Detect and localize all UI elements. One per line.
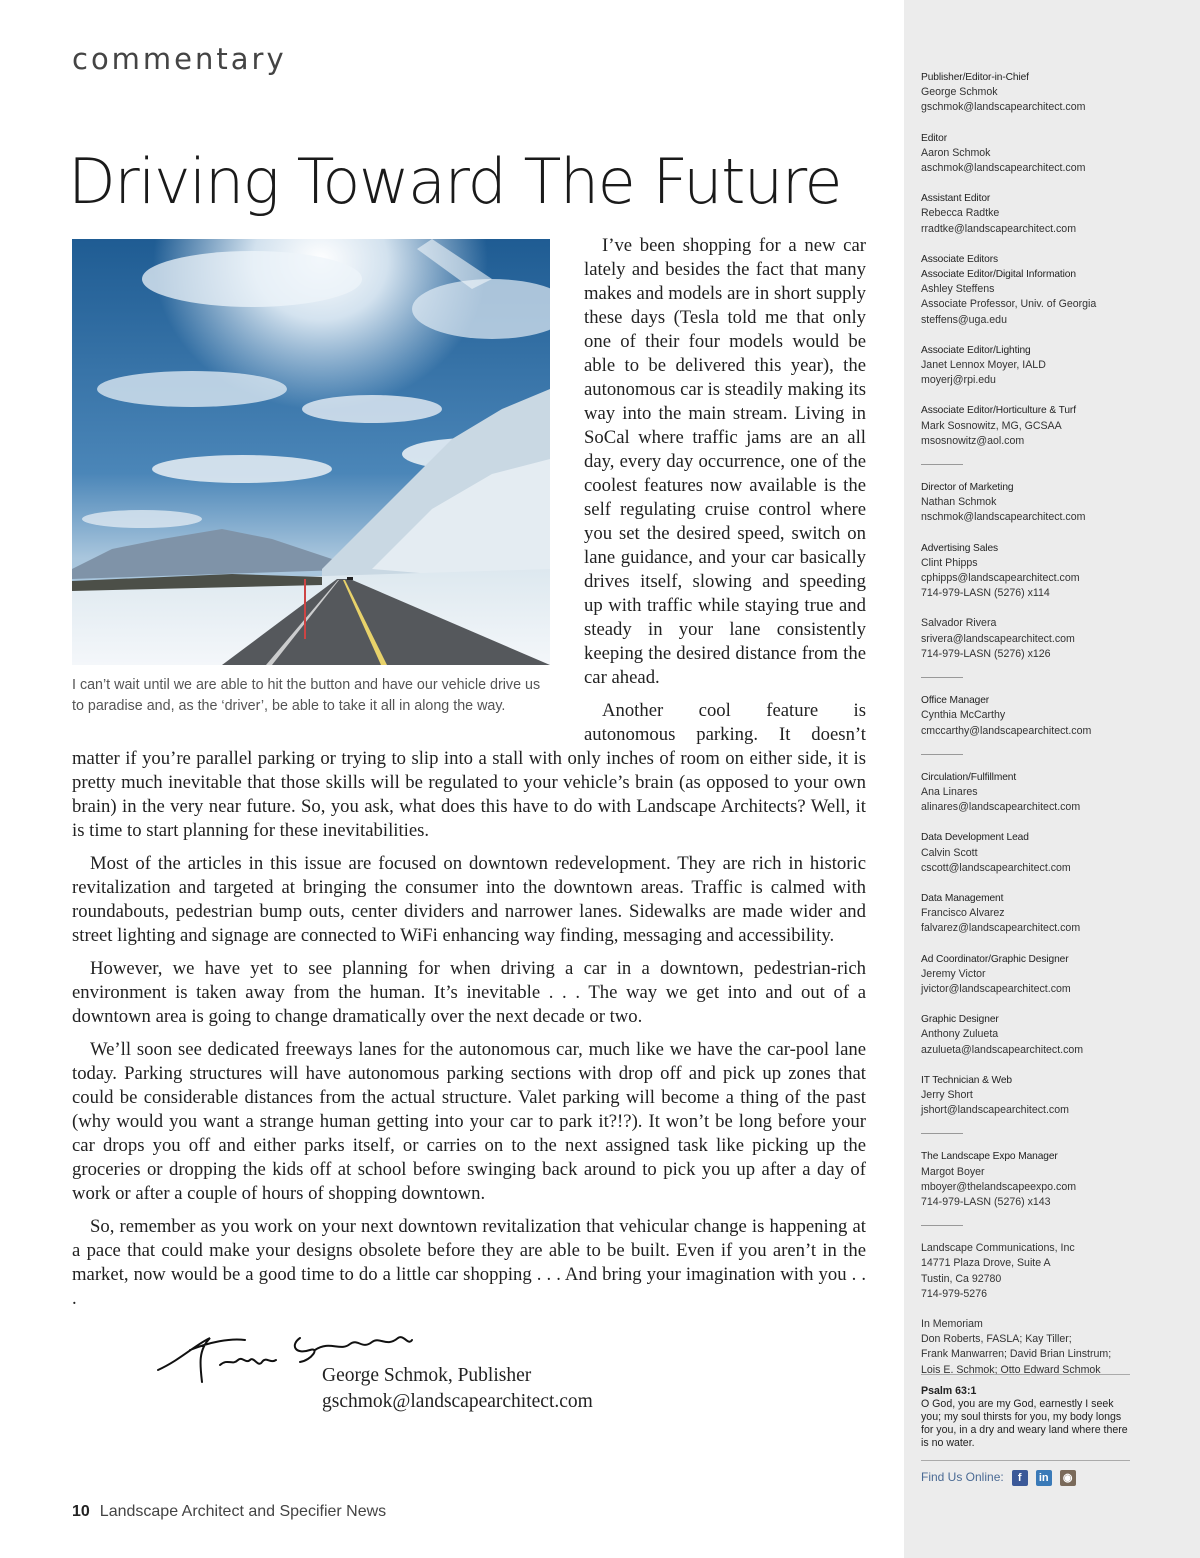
masthead-line: 714-979-LASN (5276) x126 xyxy=(921,647,1051,660)
psalm-text: O God, you are my God, earnestly I seek you; my soul thirsts for you, my body longs for you, in a dry and weary land where there is no water. xyxy=(921,1398,1128,1449)
masthead-entry xyxy=(921,541,1130,602)
masthead-line: 714-979-5276 xyxy=(921,1287,987,1300)
masthead-line: Ashley Steffens xyxy=(921,283,995,296)
signature-block xyxy=(322,1363,593,1415)
masthead-line: Frank Manwarren; David Brian Linstrum; xyxy=(921,1348,1112,1361)
page-number: 10 xyxy=(72,1503,90,1520)
masthead-entry xyxy=(921,480,1130,526)
masthead-line: Jerry Short xyxy=(921,1088,973,1101)
masthead-role: The Landscape Expo Manager xyxy=(921,1151,1058,1163)
masthead-entry xyxy=(921,131,1130,177)
masthead-entry xyxy=(921,1073,1130,1119)
masthead-email[interactable]: jvictor@landscapearchitect.com xyxy=(921,982,1071,995)
masthead-line: Cynthia McCarthy xyxy=(921,709,1006,722)
masthead-entry xyxy=(921,952,1130,998)
psalm-block xyxy=(921,1385,1133,1450)
masthead-entry xyxy=(921,1149,1130,1210)
masthead-subrole: Associate Editor/Digital Information xyxy=(921,269,1076,281)
masthead-divider xyxy=(921,464,963,465)
masthead-line: Francisco Alvarez xyxy=(921,907,1005,920)
article-paragraph-3: Most of the articles in this issue are focused on downtown redevelopment. They are rich in historic revitalization and targeted at bringing the consumer into the downtown areas. Traffic is calmed with roundabouts, pedestrian bump outs, center dividers and narrower lanes. Sidewalks are made wider and street lighting and signage are connected to WiFi enhancing way finding, messaging and accessibility. xyxy=(72,853,866,946)
article-paragraph-5: We’ll soon see dedicated freeways lanes for the autonomous car, much like we have the car-pool lane today. Parking structures will have autonomous parking sections with drop off and pick up zones that could be considerable distances from the actual structure. Valet parking will become a thing of the past (why would you want a strange human getting into your car to park it?!?). It won’t be long before your car drops you off and either parks itself, or carries on to the next assigned task like picking up the groceries or dropping the kids off at school before swinging back around to pick you up after a day of work or after a couple of hours of shopping downtown. xyxy=(72,1039,866,1204)
masthead-line: Margot Boyer xyxy=(921,1165,985,1178)
linkedin-icon[interactable]: in xyxy=(1036,1470,1052,1486)
masthead-sidebar xyxy=(904,0,1200,1558)
masthead-line: 714-979-LASN (5276) x114 xyxy=(921,587,1050,600)
headline: Driving Toward The Future xyxy=(68,145,841,218)
article-paragraph-6: So, remember as you work on your next downtown revitalization that vehicular change is happening at a pace that could make your designs obsolete before they are able to be built. Even if you aren’t in the market, now would be a good time to do a little car shopping . . . And bring your imagination with you . . . xyxy=(72,1216,866,1309)
psalm-title: Psalm 63:1 xyxy=(921,1385,977,1397)
masthead-role: Director of Marketing xyxy=(921,482,1014,494)
masthead-entry xyxy=(921,191,1130,237)
masthead-email[interactable]: alinares@landscapearchitect.com xyxy=(921,801,1081,814)
masthead-line: Calvin Scott xyxy=(921,846,978,859)
masthead-email[interactable]: cphipps@landscapearchitect.com xyxy=(921,572,1080,585)
masthead-entry xyxy=(921,252,1130,328)
instagram-icon[interactable]: ◉ xyxy=(1060,1470,1076,1486)
masthead-entry xyxy=(921,1241,1130,1302)
masthead-email[interactable]: mboyer@thelandscapeexpo.com xyxy=(921,1180,1077,1193)
masthead-email[interactable]: gschmok@landscapearchitect.com xyxy=(921,101,1086,114)
masthead-role: Advertising Sales xyxy=(921,542,999,554)
masthead-email[interactable]: nschmok@landscapearchitect.com xyxy=(921,511,1086,524)
masthead-divider xyxy=(921,677,963,678)
masthead-line: Lois E. Schmok; Otto Edward Schmok xyxy=(921,1363,1101,1376)
photo-caption: I can’t wait until we are able to hit the button and have our vehicle drive us to paradise and, as the ‘driver’, be able to take it all in along the way. xyxy=(72,677,541,714)
masthead-line: Salvador Rivera xyxy=(921,617,997,630)
masthead-email[interactable]: falvarez@landscapearchitect.com xyxy=(921,922,1081,935)
masthead-line: 714-979-LASN (5276) x143 xyxy=(921,1195,1051,1208)
masthead-email[interactable]: steffens@uga.edu xyxy=(921,313,1007,326)
masthead-email[interactable]: aschmok@landscapearchitect.com xyxy=(921,162,1086,175)
masthead-entry xyxy=(921,1012,1130,1058)
masthead-entry xyxy=(921,616,1130,662)
masthead-line: Janet Lennox Moyer, IALD xyxy=(921,359,1046,372)
masthead-divider xyxy=(921,754,963,755)
masthead-role: IT Technician & Web xyxy=(921,1074,1012,1086)
masthead-entry xyxy=(921,1317,1130,1378)
masthead-entry xyxy=(921,770,1130,816)
masthead-divider xyxy=(921,1133,963,1134)
masthead-role: Associate Editors xyxy=(921,253,999,265)
signature-name: George Schmok, Publisher xyxy=(322,1365,532,1386)
masthead-entry xyxy=(921,693,1130,739)
psalm-top-rule xyxy=(921,1374,1130,1375)
masthead-role: Publisher/Editor-in-Chief xyxy=(921,72,1029,83)
masthead-email[interactable]: msosnowitz@aol.com xyxy=(921,434,1025,447)
masthead-role: Associate Editor/Lighting xyxy=(921,344,1031,356)
masthead-role: Data Development Lead xyxy=(921,832,1029,844)
masthead-email[interactable]: azulueta@landscapearchitect.com xyxy=(921,1043,1084,1056)
masthead-list xyxy=(921,70,1130,1378)
masthead-line: Ana Linares xyxy=(921,785,978,798)
masthead-email[interactable]: moyerj@rpi.edu xyxy=(921,374,996,387)
masthead-role: Associate Editor/Horticulture & Turf xyxy=(921,405,1076,417)
article-paragraph-4: However, we have yet to see planning for when driving a car in a downtown, pedestrian-rich environment is taken away from the human. It’s inevitable . . . The way we get into and out of a downtown area is going to change dramatically over the next decade or two. xyxy=(72,958,866,1027)
section-label: commentary xyxy=(72,42,287,76)
masthead-line: 14771 Plaza Drove, Suite A xyxy=(921,1257,1051,1270)
find-us-label: Find Us Online: xyxy=(921,1470,1004,1485)
masthead-email[interactable]: rradtke@landscapearchitect.com xyxy=(921,222,1077,235)
masthead-line: Rebecca Radtke xyxy=(921,207,1000,220)
masthead-role: Graphic Designer xyxy=(921,1014,999,1026)
masthead-email[interactable]: cscott@landscapearchitect.com xyxy=(921,861,1071,874)
masthead-role: Assistant Editor xyxy=(921,193,991,205)
masthead-line: Nathan Schmok xyxy=(921,496,997,509)
masthead-role: Circulation/Fulfillment xyxy=(921,771,1017,783)
masthead-role: Ad Coordinator/Graphic Designer xyxy=(921,953,1069,965)
find-us-online xyxy=(921,1470,1076,1486)
masthead-email[interactable]: cmccarthy@landscapearchitect.com xyxy=(921,724,1092,737)
psalm-bottom-rule xyxy=(921,1460,1130,1461)
masthead-line: Associate Professor, Univ. of Georgia xyxy=(921,298,1097,311)
masthead-line: In Memoriam xyxy=(921,1317,983,1330)
masthead-role: Office Manager xyxy=(921,695,990,707)
masthead-entry xyxy=(921,891,1130,937)
masthead-divider xyxy=(921,1225,963,1226)
masthead-role: Data Management xyxy=(921,892,1004,904)
masthead-email[interactable]: jshort@landscapearchitect.com xyxy=(921,1104,1069,1117)
masthead-line: Clint Phipps xyxy=(921,556,978,569)
publication-name: Landscape Architect and Specifier News xyxy=(99,1503,387,1520)
masthead-line: Mark Sosnowitz, MG, GCSAA xyxy=(921,419,1062,432)
masthead-line: Landscape Communications, Inc xyxy=(921,1242,1075,1255)
signature-email[interactable]: gschmok@landscapearchitect.com xyxy=(322,1391,593,1412)
masthead-line: Aaron Schmok xyxy=(921,146,991,159)
masthead-line: Jeremy Victor xyxy=(921,967,986,980)
masthead-entry xyxy=(921,343,1130,389)
article-body xyxy=(72,234,866,1320)
page-footer xyxy=(72,1503,386,1521)
facebook-icon[interactable]: f xyxy=(1012,1470,1028,1486)
masthead-line: George Schmok xyxy=(921,86,998,99)
masthead-entry xyxy=(921,830,1130,876)
photo-float-spacer xyxy=(72,234,584,727)
masthead-email[interactable]: srivera@landscapearchitect.com xyxy=(921,632,1075,645)
masthead-entry xyxy=(921,70,1130,116)
masthead-line: Anthony Zulueta xyxy=(921,1028,999,1041)
masthead-line: Tustin, Ca 92780 xyxy=(921,1272,1002,1285)
masthead-entry xyxy=(921,403,1130,449)
article-paragraph-2: Another cool feature is autonomous parking. It doesn’t matter if you’re parallel parking or trying to slip into a stall with only inches of room on either side, it is pretty much inevitable that those skills will be regulated to your vehicle’s brain (as opposed to your own brain) in the very near future. So, you ask, what does this have to do with Landscape Architects? Well, it is time to start planning for these inevitabilities. xyxy=(72,700,866,841)
masthead-role: Editor xyxy=(921,132,948,144)
article-paragraph-1: I’ve been shopping for a new car lately and besides the fact that many makes and models are in short supply these days (Tesla told me that only one of their four models would be able to be delivered this year), the autonomous car is steadily making its way into the main stream. Living in SoCal where traffic jams are an all day, every day occurrence, one of the coolest features now available is the self regulating cruise control where you set the desired speed, switch on lane guidance, and your car basically drives itself, slowing and speeding up with traffic while staying true and steady in your lane consistently keeping the desired distance from the car ahead. xyxy=(584,235,866,688)
masthead-line: Don Roberts, FASLA; Kay Tiller; xyxy=(921,1333,1072,1346)
